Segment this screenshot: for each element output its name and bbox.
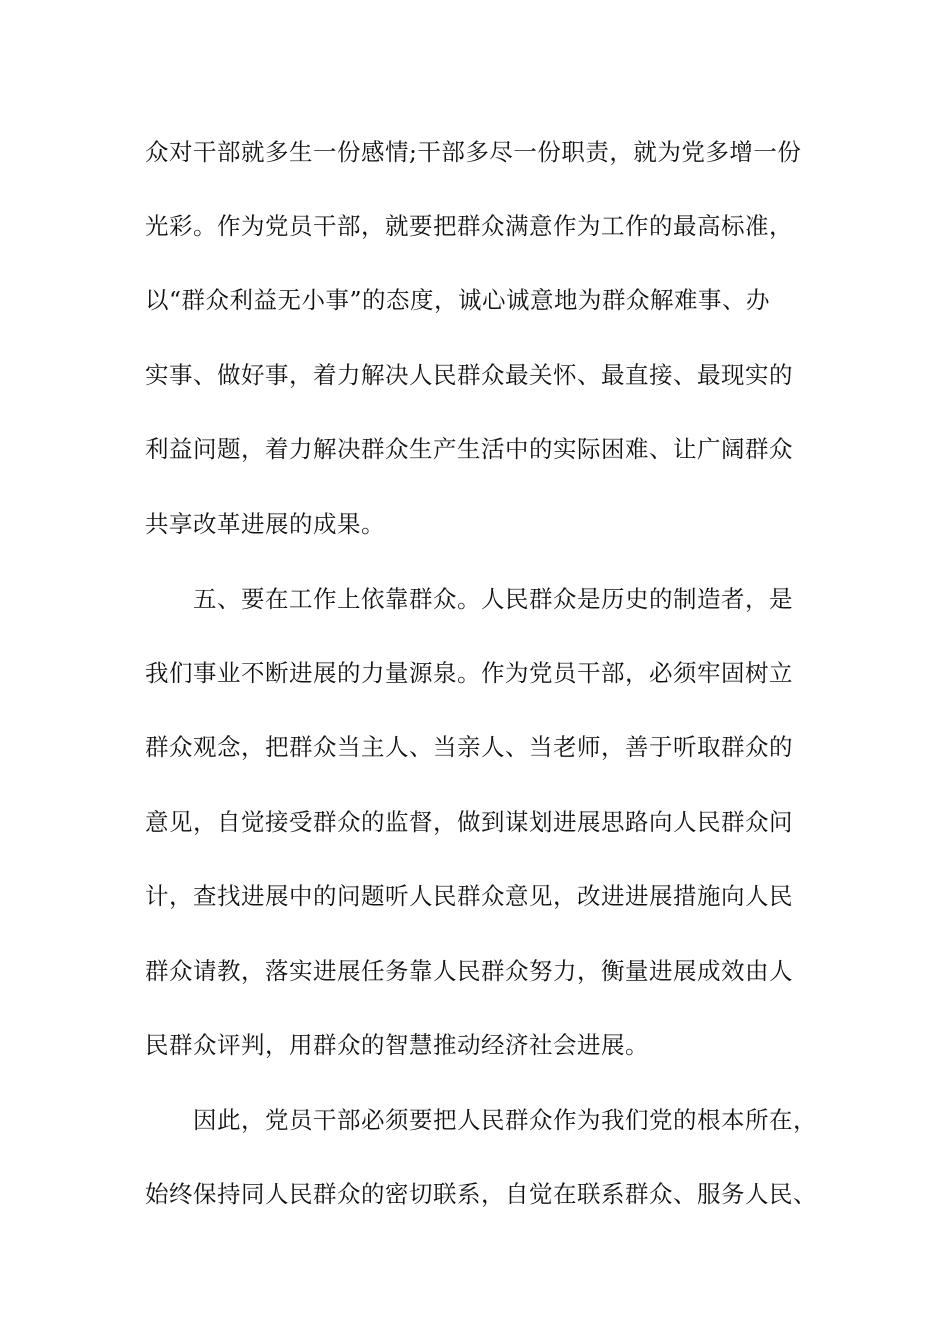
text-line: 以“群众利益无小事”的态度，诚心诚意地为群众解难事、办 <box>145 286 771 314</box>
text-line: 民群众评判，用群众的智慧推动经济社会进展。 <box>145 1031 649 1059</box>
text-line: 群众观念，把群众当主人、当亲人、当老师，善于听取群众的 <box>145 733 793 761</box>
text-line: 共享改革进展的成果。 <box>145 510 385 538</box>
text-line: 始终保持同人民群众的密切联系，自觉在联系群众、服务人民、 <box>145 1180 817 1208</box>
text-line: 群众请教，落实进展任务靠人民群众努力，衡量进展成效由人 <box>145 957 793 985</box>
text-line: 实事、做好事，着力解决人民群众最关怀、最直接、最现实的 <box>145 361 793 389</box>
text-line: 利益问题，着力解决群众生产生活中的实际困难、让广阔群众 <box>145 435 793 463</box>
paragraph-start-line: 五、要在工作上依靠群众。人民群众是历史的制造者，是 <box>193 585 793 613</box>
text-line: 众对干部就多生一份感情;干部多尽一份职责，就为党多增一份 <box>145 138 802 166</box>
text-line: 我们事业不断进展的力量源泉。作为党员干部，必须牢固树立 <box>145 659 793 687</box>
text-line: 意见，自觉接受群众的监督，做到谋划进展思路向人民群众问 <box>145 808 793 836</box>
text-line: 计，查找进展中的问题听人民群众意见，改进进展措施向人民 <box>145 882 793 910</box>
paragraph-start-line: 因此，党员干部必须要把人民群众作为我们党的根本所在， <box>193 1106 817 1134</box>
text-line: 光彩。作为党员干部，就要把群众满意作为工作的最高标准， <box>145 212 793 240</box>
